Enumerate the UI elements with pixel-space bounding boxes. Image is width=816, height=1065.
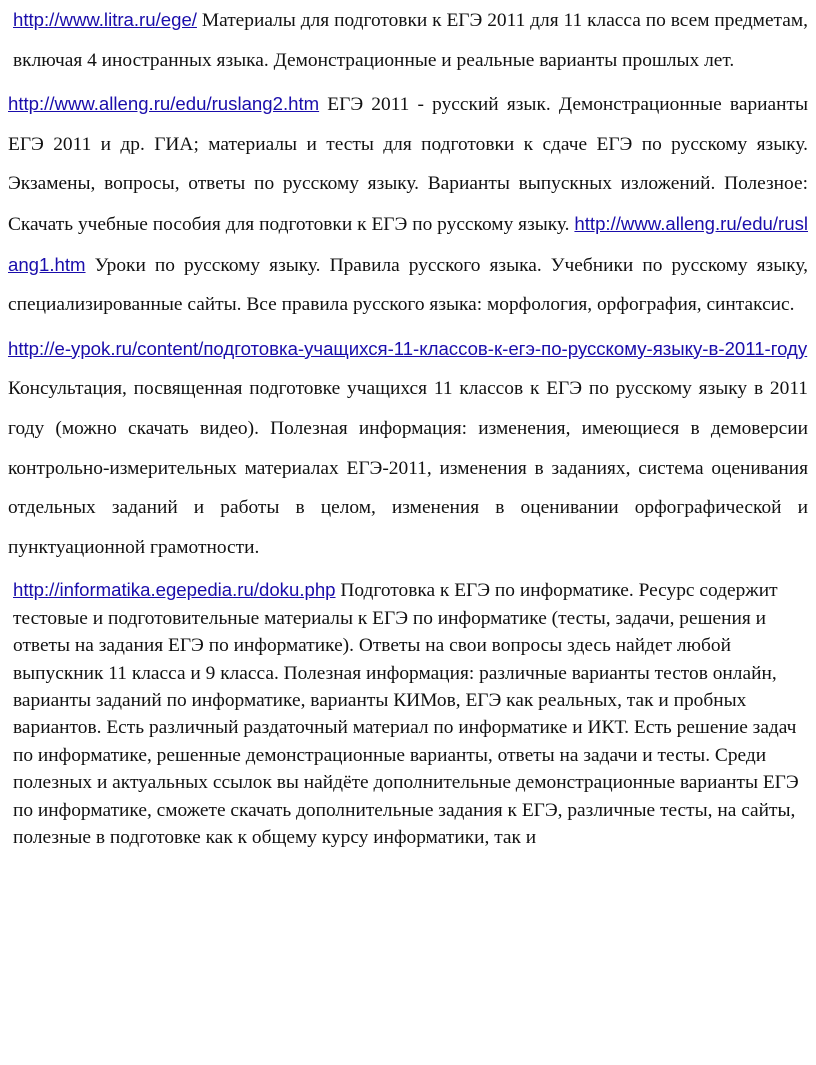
paragraph-informatika <box>8 576 808 851</box>
link-alleng-ruslang2[interactable]: http://www.alleng.ru/edu/ruslang2.htm <box>8 93 320 115</box>
link-informatika[interactable]: http://informatika.egepedia.ru/doku.php <box>13 579 336 601</box>
paragraph-litra <box>8 0 808 80</box>
paragraph-eypok <box>8 329 808 568</box>
paragraph-informatika-text: Подготовка к ЕГЭ по информатике. Ресурс содержит тестовые и подготовительные материалы к ЕГЭ по информатике (тесты, задачи, решения и ответы на задания ЕГЭ по информатике). Ответы на свои вопросы здесь найдет любой выпускник 11 класса и 9 класса. Полезная информация: различные варианты тестов онлайн, варианты заданий по информатике, варианты КИМов, ЕГЭ как реальных, так и пробных вариантов. Есть различный раздаточный материал по информатике и ИКТ. Есть решение задач по информатике, решенные демонстрационные варианты, ответы на задачи и тесты. Среди полезных и актуальных ссылок вы найдёте дополнительные демонстрационные варианты ЕГЭ по информатике, сможете скачать дополнительные задания к ЕГЭ, различные тесты, на сайты, полезные в подготовке как к общему курсу информатики, так и <box>13 580 799 848</box>
link-alleng-ruslang1[interactable]: http://www.alleng.ru/edu/ruslang1.htm <box>8 212 808 275</box>
document-page <box>8 0 808 851</box>
link-eypok[interactable]: http://e-ypok.ru/content/подготовка-учащихся-11-классов-к-егэ-по-русскому-языку-в-2011-году <box>8 337 808 359</box>
link-litra[interactable]: http://www.litra.ru/ege/ <box>13 9 197 30</box>
paragraph-alleng <box>8 84 808 325</box>
paragraph-eypok-text: Консультация, посвященная подготовке учащихся 11 классов к ЕГЭ по русскому языку в 2011 году (можно скачать видео). Полезная информация: изменения, имеющиеся в демоверсии контрольно-измерительных материалах ЕГЭ-2011, изменения в заданиях, система оценивания отдельных заданий и работы в целом, изменения в оценивании орфографической и пунктуационной грамотности. <box>8 378 808 558</box>
paragraph-litra-text: Материалы для подготовки к ЕГЭ 2011 для 11 класса по всем предметам, включая 4 иностранных языка. Демонстрационные и реальные варианты прошлых лет. <box>13 10 808 71</box>
paragraph-alleng-text: ЕГЭ 2011 - русский язык. Демонстрационные варианты ЕГЭ 2011 и др. ГИА; материалы и тесты для подготовки к сдаче ЕГЭ по русскому языку. Экзамены, вопросы, ответы по русскому языку. Варианты выпускных изложений. Полезное: Скачать учебные пособия для подготовки к ЕГЭ по русскому языку. <box>8 94 808 235</box>
paragraph-alleng-text-2: Уроки по русскому языку. Правила русского языка. Учебники по русскому языку, специализированные сайты. Все правила русского языка: морфология, орфография, синтаксис. <box>8 254 808 316</box>
